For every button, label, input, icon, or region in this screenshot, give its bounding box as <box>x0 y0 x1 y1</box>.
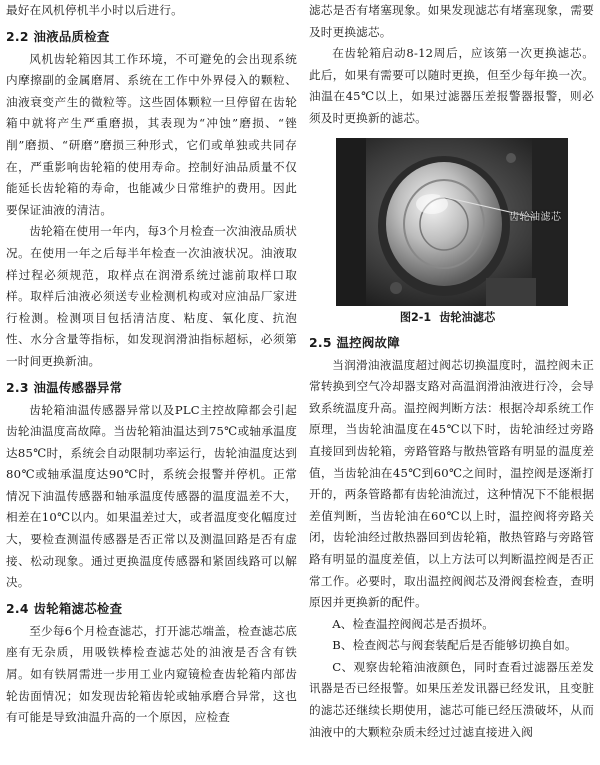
filter-replacement-paragraph: 在齿轮箱启动8-12周后，应该第一次更换滤芯。此后，如果有需要可以随时更换，但至少每年换一次。油温在45℃以上，如果过滤器压差报警器报警，则必须及时更换新的滤芯。 <box>309 46 594 125</box>
section-2-2-heading: 2.2 油液品质检查 <box>6 28 110 44</box>
section-2-3-heading: 2.3 油温传感器异常 <box>6 379 123 395</box>
section-2-5-paragraph-1: 当润滑油液温度超过阀芯切换温度时，温控阀未正常转换到空气冷却器支路对高温润滑油液进行冷，会导致系统温度升高。温控阀判断方法：根据冷却系统工作原理，当齿轮油温度在45℃以下时，齿轮油经过旁路直接回到齿轮箱，旁路管路与散热管路有明显的温度差值，当齿轮油在45℃到60℃之间时，温控阀是逐渐打开的，两条管路都有齿轮油流过，这种情况下不能根据差值判断，当齿轮油在60℃以上时，温控阀将旁路关闭，齿轮油经过散热器回到齿轮箱，散热管路与旁路管路有明显的温度差值，以上方法可以判断温控阀是否正常工作。必要时，取出温控阀阀芯及滑阀套检查，查明原因并更换新的配件。 <box>309 357 594 610</box>
intro-tail: 最好在风机停机半小时以后进行。 <box>6 3 183 17</box>
left-column <box>6 0 297 729</box>
section-2-2-paragraph-2: 齿轮箱在使用一年内，每3个月检查一次油液品质状况。在使用一年之后每半年检查一次油液状况。油液取样过程必须规范，取样点在润滑系统过滤前取样口取样。取样后油液必须送专业检测机构或对应油品厂家进行检测。检测项目包括清洁度、粘度、氧化度、抗泡性、水分含量等指标，如发现润滑油指标超标，必须第一时间更换新油。 <box>6 224 297 368</box>
section-2-5-heading: 2.5 温控阀故障 <box>309 334 400 350</box>
right-column <box>309 0 594 743</box>
section-2-4-heading: 2.4 齿轮箱滤芯检查 <box>6 600 123 616</box>
section-2-3-paragraph-1: 齿轮箱油温传感器异常以及PLC主控故障都会引起齿轮油温度高故障。当齿轮箱油温达到75℃或轴承温度达85℃时，系统会自动限制功率运行，齿轮油温度达到80℃或轴承温度达90℃时，系统会报警并停机。正常情况下油温传感器和轴承温度传感器的温度温差不大，相差在10℃以内。如果温差过大，或者温度变化幅度过大，要检查测温传感器是否正常以及测温回路是否有虚接、松动现象。通过更换温度传感器和紧固线路可以解决。 <box>6 402 297 590</box>
check-item-b: B、检查阀芯与阀套装配后是否能够切换自如。 <box>332 638 577 653</box>
filter-photo <box>336 138 568 306</box>
figure-caption <box>309 308 594 328</box>
figure-title: 齿轮油滤芯 <box>439 310 496 324</box>
filter-photo-label: 齿轮油滤芯 <box>509 211 562 223</box>
check-item-c: C、观察齿轮箱油液颜色，同时查看过滤器压差发讯器是否已经报警。如果压差发讯器已经发讯，且变脏的滤芯还继续长期使用，滤芯可能已经压溃破坏，从而油液中的大颗粒杂质未经过过滤直接进入阀 <box>309 659 594 739</box>
section-2-4-paragraph-1: 至少每6个月检查滤芯，打开滤芯端盖，检查滤芯底座有无杂质，用吸铁棒检查滤芯处的油液是否含有铁屑。如有铁屑需进一步用工业内窥镜检查齿轮箱内部齿轮齿面情况；如发现齿轮箱齿轮或轴承磨合异常，这也有可能是导致油温升高的一个原因，应检查 <box>6 623 297 725</box>
check-item-a: A、检查温控阀阀芯是否损坏。 <box>332 616 495 631</box>
figure-number: 图2-1 <box>399 310 432 324</box>
section-2-2-paragraph-1: 风机齿轮箱因其工作环境，不可避免的会出现系统内摩擦副的金属磨屑、系统在工作中外界侵入的颗粒、油液衰变产生的微粒等。这些固体颗粒一旦停留在齿轮箱中就将产生严重磨损，其表现为“冲蚀”磨损、“锉削”磨损、“研磨”磨损三种形式，它们或单独或共同存在，严重影响齿轮箱的使用寿命。控制好油品质量不仅能延长齿轮箱的寿命，也能减少日常维护的费用。因此要保证油液的清洁。 <box>6 51 297 217</box>
continuation-paragraph: 滤芯是否有堵塞现象。如果发现滤芯有堵塞现象，需要及时更换滤芯。 <box>309 3 594 39</box>
